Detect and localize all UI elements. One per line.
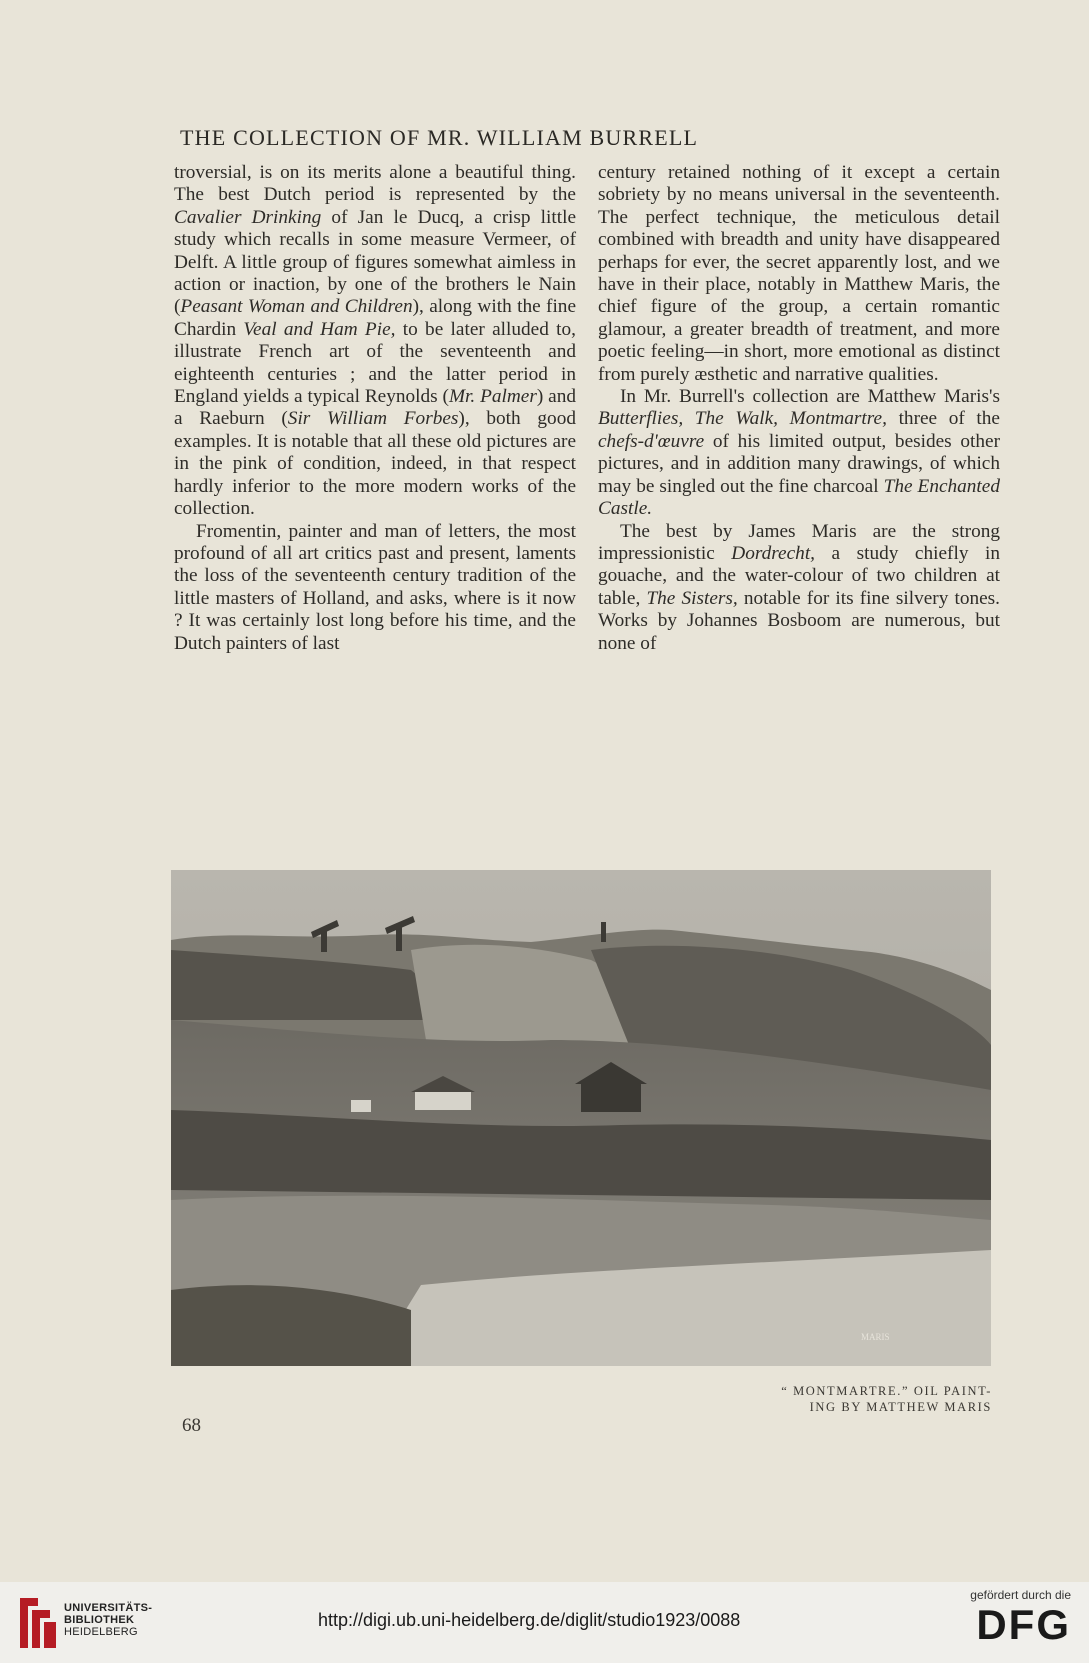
- dfg-logo-text: DFG: [976, 1601, 1071, 1648]
- artwork-title: The Enchanted Castle.: [598, 475, 1000, 520]
- caption-line-2: ING BY MATTHEW MARIS: [809, 1400, 992, 1414]
- library-name-line-2: BIBLIOTHEK: [64, 1614, 135, 1626]
- library-logo[interactable]: [18, 1592, 178, 1652]
- artwork-title: The Sisters,: [646, 587, 738, 609]
- plate-caption: [760, 1383, 992, 1415]
- artwork-title: Veal and Ham Pie,: [243, 318, 396, 340]
- funder-note: gefördert durch die: [970, 1588, 1071, 1602]
- library-name-line-3: HEIDELBERG: [64, 1626, 138, 1638]
- source-url-link[interactable]: http://digi.ub.uni-heidelberg.de/diglit/studio1923/0088: [318, 1610, 741, 1630]
- artwork-title: chefs-d'œuvre: [598, 430, 705, 452]
- text-column-right: [598, 162, 1000, 655]
- montmartre-painting: [171, 870, 991, 1366]
- artwork-title: Sir William Forbes: [287, 408, 459, 430]
- caption-line-1: “ MONTMARTRE.” OIL PAINT-: [781, 1384, 992, 1398]
- paragraph: The best by James Maris are the strong impressionistic Dordrecht, a study chiefly in gouache, and the water-colour of two children at table, The Sisters, notable for its fine silvery tones. Works by Johannes Bosboom are numerous, but none of: [598, 520, 1000, 654]
- funder-logo[interactable]: [939, 1588, 1071, 1656]
- artwork-title: Butterflies, The Walk, Montmartre,: [598, 408, 887, 430]
- text-column-left: [174, 162, 576, 655]
- paragraph: Fromentin, painter and man of letters, the most profound of all art critics past and present, laments the loss of the seventeenth century tradition of the little masters of Holland, and asks, where is it now ? It was certainly lost long before his time, and the Dutch painters of last: [174, 520, 576, 654]
- painting-plate: [171, 870, 991, 1366]
- page-number: 68: [182, 1415, 201, 1436]
- artwork-title: Dordrecht,: [731, 542, 815, 564]
- painter-signature: MARIS: [861, 1332, 890, 1342]
- library-name-line-1: UNIVERSITÄTS-: [64, 1602, 153, 1614]
- artwork-title: Cavalier Drinking: [174, 206, 322, 228]
- paragraph: In Mr. Burrell's collection are Matthew Maris's Butterflies, The Walk, Montmartre, three of the chefs-d'œuvre of his limited output, besides other pictures, and in addition many drawings, of which may be singled out the fine charcoal The Enchanted Castle.: [598, 386, 1000, 520]
- paragraph: troversial, is on its merits alone a beautiful thing. The best Dutch period is represented by the Cavalier Drinking of Jan le Ducq, a crisp little study which recalls in some measure Vermeer, of Delft. A little group of figures somewhat aimless in action or inaction, by one of the brothers le Nain (Peasant Woman and Children), along with the fine Chardin Veal and Ham Pie, to be later alluded to, illustrate French art of the seventeenth and eighteenth centuries ; and the latter period in England yields a typical Reynolds (Mr. Palmer) and a Raeburn (Sir William Forbes), both good examples. It is notable that all these old pictures are in the pink of condition, indeed, in that respect hardly inferior to the more modern works of the collection.: [174, 162, 577, 520]
- digitization-footer: [0, 1582, 1089, 1663]
- paragraph: century retained nothing of it except a certain sobriety by no means universal in the seventeenth. The perfect technique, the meticulous detail combined with breadth and unity have disappeared perhaps for ever, the secret apparently lost, and we have in their place, notably in Matthew Maris, the chief figure of the group, a certain romantic glamour, a greater breadth of treatment, and more poetic feeling—in short, more emotional as distinct from purely æsthetic and narrative qualities.: [598, 162, 1000, 385]
- artwork-title: Mr. Palmer: [448, 386, 537, 408]
- artwork-title: Peasant Woman and Children: [180, 296, 413, 318]
- library-mark-icon: [18, 1592, 58, 1654]
- running-title: THE COLLECTION OF MR. WILLIAM BURRELL: [180, 125, 699, 150]
